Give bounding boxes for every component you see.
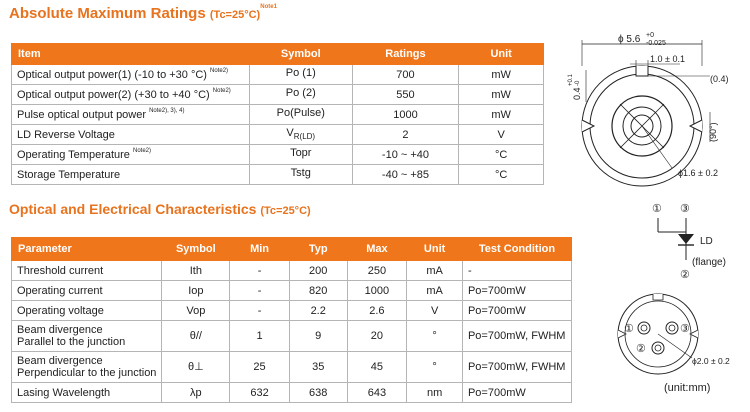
pin-2-label: ②	[636, 343, 646, 355]
cell-item: Optical output power(1) (-10 to +30 °C) $^{Note2)}$	[12, 65, 250, 85]
diode-symbol-icon	[678, 234, 694, 244]
table-row	[12, 352, 572, 383]
table-row	[12, 165, 544, 185]
v-notch-right	[690, 120, 702, 132]
cell-unit: mW	[459, 105, 544, 125]
leader-line	[658, 334, 692, 358]
cell-symbol: λp	[162, 383, 230, 403]
cell-symbol: Topr	[249, 145, 352, 165]
cell-symbol: Iop	[162, 281, 230, 301]
amr-note: Note1	[260, 4, 277, 10]
v-notch-left	[582, 120, 594, 132]
cell-rating: 1000	[352, 105, 459, 125]
amr-condition: (Tc=25°C)	[209, 9, 261, 21]
key-notch	[636, 66, 648, 76]
table-row	[12, 65, 544, 85]
cell-item: Pulse optical output power $^{Note2), 3), 4)}$	[12, 105, 250, 125]
table-row	[12, 261, 572, 281]
cell-parameter: Operating current	[12, 281, 162, 301]
optical-electrical-table	[11, 237, 572, 403]
cell-rating: -40 ~ +85	[352, 165, 459, 185]
dim-outer-text: ϕ 5.6	[618, 34, 641, 45]
amr-title	[9, 5, 277, 22]
dim-key-depth-text: (0.4)	[710, 74, 729, 84]
cell-unit: °C	[459, 145, 544, 165]
cell-test-condition: Po=700mW, FWHM	[462, 321, 571, 352]
cell-unit: °	[407, 352, 463, 383]
cell-unit: °C	[459, 165, 544, 185]
pin-schematic	[640, 198, 740, 286]
base-key-notch	[653, 294, 663, 300]
cell-unit: V	[407, 301, 463, 321]
cell-parameter: Threshold current	[12, 261, 162, 281]
package-drawing	[560, 30, 748, 210]
pin-2	[652, 342, 664, 354]
ld-label: LD	[700, 236, 713, 247]
cell-test-condition: Po=700mW	[462, 383, 571, 403]
cell-unit: mW	[459, 65, 544, 85]
dim-window-text: ϕ1.6 ± 0.2	[678, 168, 719, 178]
cell-rating: -10 ~ +40	[352, 145, 459, 165]
pin1-marker: ①	[652, 203, 662, 215]
table-row	[12, 321, 572, 352]
cell-parameter: Beam divergence Perpendicular to the junction	[12, 352, 162, 383]
pin-1-label: ①	[624, 323, 634, 335]
col-header-symbol: Symbol	[162, 238, 230, 261]
col-header-unit: Unit	[407, 238, 463, 261]
col-header-unit: Unit	[459, 44, 544, 65]
cell-rating: 550	[352, 85, 459, 105]
dim-flange-text: 0.4	[572, 87, 582, 100]
cell-symbol: $V_{R(LD)}$	[249, 125, 352, 145]
cell-unit: °	[407, 321, 463, 352]
cell-typ: 638	[289, 383, 347, 403]
col-header-item: Item	[12, 44, 250, 65]
cell-parameter: Operating voltage	[12, 301, 162, 321]
cell-item: Storage Temperature	[12, 165, 250, 185]
oec-title-text: Optical and Electrical Characteristics	[9, 201, 257, 217]
table-row	[12, 85, 544, 105]
cell-rating: 2	[352, 125, 459, 145]
cell-typ: 35	[289, 352, 347, 383]
cell-test-condition: Po=700mW	[462, 281, 571, 301]
table-header-row	[12, 44, 544, 65]
cell-min: 1	[230, 321, 290, 352]
cell-min: 25	[230, 352, 290, 383]
table-row	[12, 383, 572, 403]
cell-symbol: Ith	[162, 261, 230, 281]
cell-symbol: θ//	[162, 321, 230, 352]
col-header-ratings: Ratings	[352, 44, 459, 65]
dim-outer-tol-lower: -0.025	[646, 40, 666, 47]
cell-typ: 2.2	[289, 301, 347, 321]
cell-max: 643	[347, 383, 407, 403]
cell-symbol: Tstg	[249, 165, 352, 185]
cell-min: -	[230, 301, 290, 321]
cell-unit: mW	[459, 85, 544, 105]
col-header-test-condition: Test Condition	[462, 238, 571, 261]
cell-symbol: Po (1)	[249, 65, 352, 85]
cell-max: 250	[347, 261, 407, 281]
table-row	[12, 145, 544, 165]
cell-test-condition: Po=700mW, FWHM	[462, 352, 571, 383]
table-header-row	[12, 238, 572, 261]
dim-pin-circle-text: ϕ2.0 ± 0.2	[692, 356, 730, 366]
cell-item: Operating Temperature $^{Note2)}$	[12, 145, 250, 165]
col-header-parameter: Parameter	[12, 238, 162, 261]
cell-unit: mA	[407, 281, 463, 301]
cell-symbol: Po (2)	[249, 85, 352, 105]
cell-typ: 200	[289, 261, 347, 281]
cell-unit: mA	[407, 261, 463, 281]
cell-test-condition: Po=700mW	[462, 301, 571, 321]
cell-unit: nm	[407, 383, 463, 403]
col-header-min: Min	[230, 238, 290, 261]
cell-symbol: Vop	[162, 301, 230, 321]
table-row	[12, 125, 544, 145]
dim-angle-text: (90°)	[708, 122, 718, 142]
cell-item: Optical output power(2) (+30 to +40 °C) $^{Note2)}$	[12, 85, 250, 105]
leader-line	[642, 126, 672, 168]
absolute-max-ratings-table	[11, 43, 544, 185]
cell-symbol: Po(Pulse)	[249, 105, 352, 125]
dim-flange-tol-upper: +0.1	[568, 74, 574, 86]
pin2-marker: ②	[680, 269, 690, 281]
cell-typ: 820	[289, 281, 347, 301]
cell-max: 20	[347, 321, 407, 352]
cell-max: 45	[347, 352, 407, 383]
cell-typ: 9	[289, 321, 347, 352]
cell-symbol: θ⊥	[162, 352, 230, 383]
col-header-typ: Typ	[289, 238, 347, 261]
cell-min: -	[230, 261, 290, 281]
dim-flange-tol-lower: -0	[575, 80, 581, 86]
pin-2-core	[655, 345, 661, 351]
pin3-marker: ③	[680, 203, 690, 215]
table-row	[12, 105, 544, 125]
cell-max: 2.6	[347, 301, 407, 321]
oec-title	[9, 201, 311, 217]
col-header-max: Max	[347, 238, 407, 261]
cell-max: 1000	[347, 281, 407, 301]
cell-test-condition: -	[462, 261, 571, 281]
pin-1	[638, 322, 650, 334]
pin-1-core	[641, 325, 647, 331]
unit-note: (unit:mm)	[664, 382, 711, 394]
table-row	[12, 301, 572, 321]
pin-3-label: ③	[680, 323, 690, 335]
cell-item: LD Reverse Voltage	[12, 125, 250, 145]
oec-condition: (Tc=25°C)	[260, 205, 311, 217]
cell-min: 632	[230, 383, 290, 403]
cell-parameter: Lasing Wavelength	[12, 383, 162, 403]
pin-3-core	[669, 325, 675, 331]
amr-title-text: Absolute Maximum Ratings	[9, 5, 206, 22]
dim-key-width-text: 1.0 ± 0.1	[650, 54, 685, 64]
col-header-symbol: Symbol	[249, 44, 352, 65]
cell-unit: V	[459, 125, 544, 145]
cell-parameter: Beam divergence Parallel to the junction	[12, 321, 162, 352]
cell-min: -	[230, 281, 290, 301]
dim-outer-tol-upper: +0	[646, 32, 654, 39]
table-row	[12, 281, 572, 301]
pin-3	[666, 322, 678, 334]
cell-rating: 700	[352, 65, 459, 85]
pin-layout-drawing	[596, 288, 746, 378]
flange-label: (flange)	[692, 257, 726, 268]
